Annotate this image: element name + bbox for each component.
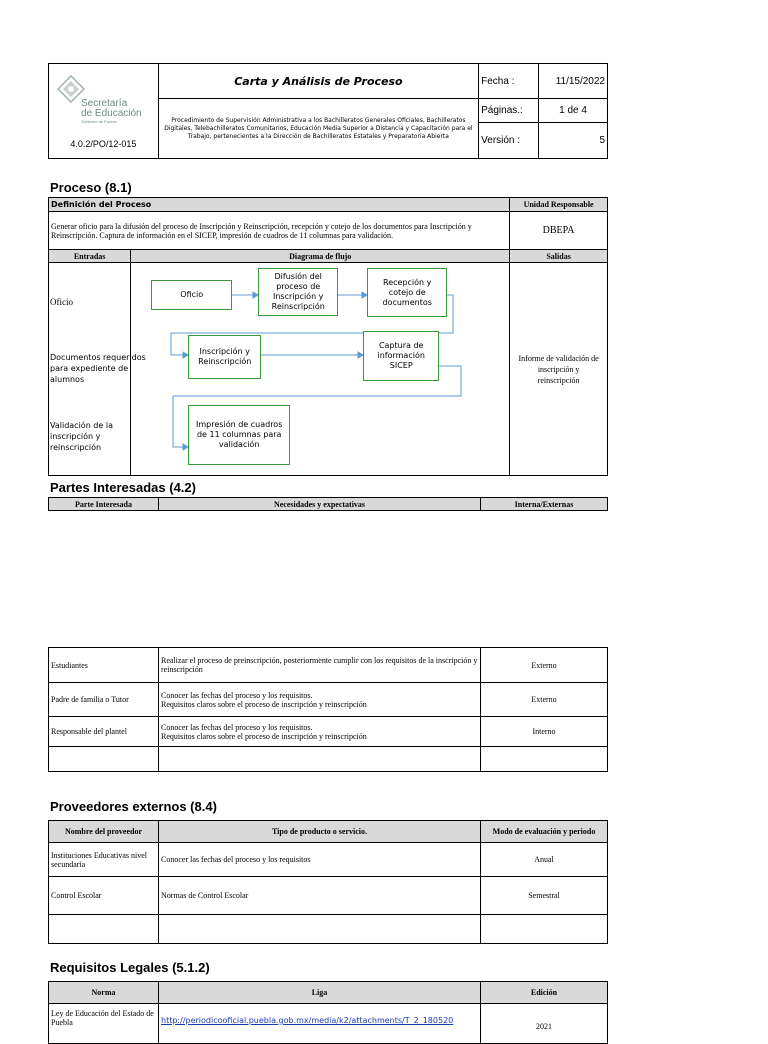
header-table xyxy=(48,63,608,159)
paginas-label: Páginas.: xyxy=(479,99,539,123)
parte-tipo: Externo xyxy=(481,683,608,717)
proveedores-col-modo: Modo de evaluación y periodo xyxy=(481,821,608,843)
proveedores-col-nombre: Nombre del proveedor xyxy=(49,821,159,843)
version-label: Versión : xyxy=(479,123,539,159)
version-value: 5 xyxy=(539,123,608,159)
logo-line2: de Educación xyxy=(81,108,142,119)
logo-cell xyxy=(49,64,159,159)
proceso-table xyxy=(48,197,608,476)
document-code: 4.0.2/PO/12-015 xyxy=(70,139,137,149)
requisitos-col-norma: Norma xyxy=(49,982,159,1004)
parte-necesidad: Conocer las fechas del proceso y los requisitos. Requisitos claros sobre el proceso de inscripción y reinscripción xyxy=(159,683,481,717)
process-description: Procedimiento de Supervisión Administrativa a los Bachilleratos Generales Oficiales, Bachilleratos Digitales, Telebachilleratos Comunitarios, Educación Media Superior a Distancia y Capacitación para el Trabajo, pertenecientes a la Dirección de Bachilleratos Estatales y Preparatoria Abierta xyxy=(158,99,478,159)
table-row xyxy=(49,843,608,877)
paginas-value: 1 de 4 xyxy=(539,99,608,123)
fecha-value: 11/15/2022 xyxy=(539,64,608,99)
definicion-label: Definición del Proceso xyxy=(49,198,510,212)
flow-diagram xyxy=(131,263,509,475)
partes-heading: Partes Interesadas (4.2) xyxy=(50,480,196,495)
definicion-text: Generar oficio para la difusión del proceso de Inscripción y Reinscripción, recepción y cotejo de los documentos para Inscripción y Reinscripción. Captura de información en el SICEP, impresión de cuadros de 11 columnas para validación. xyxy=(49,212,510,250)
flow-box-recepcion: Recepción y cotejo de documentos xyxy=(367,268,447,317)
sep-logo xyxy=(51,73,156,133)
requisitos-col-liga: Liga xyxy=(159,982,481,1004)
flow-box-difusion: Difusión del proceso de Inscripción y Reinscripción xyxy=(258,268,338,316)
proceso-heading: Proceso (8.1) xyxy=(50,180,132,195)
partes-header-table xyxy=(48,497,608,511)
diagrama-label: Diagrama de flujo xyxy=(131,250,510,263)
unidad-value: DBEPA xyxy=(510,212,608,250)
flow-box-captura: Captura de información SICEP xyxy=(363,331,439,381)
parte-name: Responsable del plantel xyxy=(49,717,159,747)
flow-box-inscripcion: Inscripción y Reinscripción xyxy=(188,335,261,379)
parte-tipo: Interno xyxy=(481,717,608,747)
table-row-empty xyxy=(49,915,608,944)
salidas-label: Salidas xyxy=(510,250,608,263)
parte-tipo: Externo xyxy=(481,648,608,683)
requisito-norma: Ley de Educación del Estado de Puebla xyxy=(49,1004,159,1044)
proveedor-modo: Anual xyxy=(481,843,608,877)
table-row xyxy=(49,717,608,747)
requisito-edicion: 2021 xyxy=(481,1004,608,1044)
partes-col-necesidad: Necesidades y expectativas xyxy=(159,498,481,511)
requisitos-heading: Requisitos Legales (5.1.2) xyxy=(50,960,210,975)
entradas-label: Entradas xyxy=(49,250,131,263)
entradas-cell xyxy=(49,263,146,476)
logo-line3: Gobierno de Puebla xyxy=(81,119,117,124)
proveedores-table xyxy=(48,820,608,944)
flow-box-oficio: Oficio xyxy=(151,280,232,310)
flow-box-impresion: Impresión de cuadros de 11 columnas para validación xyxy=(188,405,290,465)
parte-name: Estudiantes xyxy=(49,648,159,683)
requisitos-table xyxy=(48,981,608,1044)
proveedor-tipo: Conocer las fechas del proceso y los requisitos xyxy=(159,843,481,877)
parte-necesidad: Conocer las fechas del proceso y los requisitos. Requisitos claros sobre el proceso de inscripción y reinscripción xyxy=(159,717,481,747)
unidad-label: Unidad Responsable xyxy=(510,198,608,212)
proveedor-modo: Semestral xyxy=(481,877,608,915)
document-title: Carta y Análisis de Proceso xyxy=(158,64,478,99)
table-row xyxy=(49,648,608,683)
partes-table xyxy=(48,647,608,772)
partes-col-parte: Parte Interesada xyxy=(49,498,159,511)
proveedores-col-tipo: Tipo de producto o servicio. xyxy=(159,821,481,843)
partes-col-tipo: Interna/Externas xyxy=(481,498,608,511)
proveedores-heading: Proveedores externos (8.4) xyxy=(50,799,217,814)
entrada-validacion: Validación de la inscripción y reinscripción xyxy=(50,421,113,452)
requisito-liga-link[interactable]: http://periodicooficial.puebla.gob.mx/media/k2/attachments/T_2_180520 xyxy=(161,1016,454,1025)
requisitos-col-edicion: Edición xyxy=(481,982,608,1004)
entrada-documentos: Documentos requeridos para expediente de alumnos xyxy=(50,353,146,384)
diagrama-cell xyxy=(131,263,510,476)
proveedor-nombre: Instituciones Educativas nivel secundaria xyxy=(49,843,159,877)
fecha-label: Fecha : xyxy=(479,64,539,99)
proveedor-tipo: Normas de Control Escolar xyxy=(159,877,481,915)
parte-necesidad: Realizar el proceso de preinscripción, posteriormente cumplir con los requisitos de la inscripción y reinscripción xyxy=(159,648,481,683)
parte-name: Padre de familia o Tutor xyxy=(49,683,159,717)
logo-line1: Secretaría xyxy=(81,98,128,109)
table-row-empty xyxy=(49,747,608,772)
table-row xyxy=(49,877,608,915)
proveedor-nombre: Control Escolar xyxy=(49,877,159,915)
table-row xyxy=(49,683,608,717)
salida-informe: Informe de validación de inscripción y reinscripción xyxy=(510,263,608,476)
entrada-oficio: Oficio xyxy=(50,297,73,307)
